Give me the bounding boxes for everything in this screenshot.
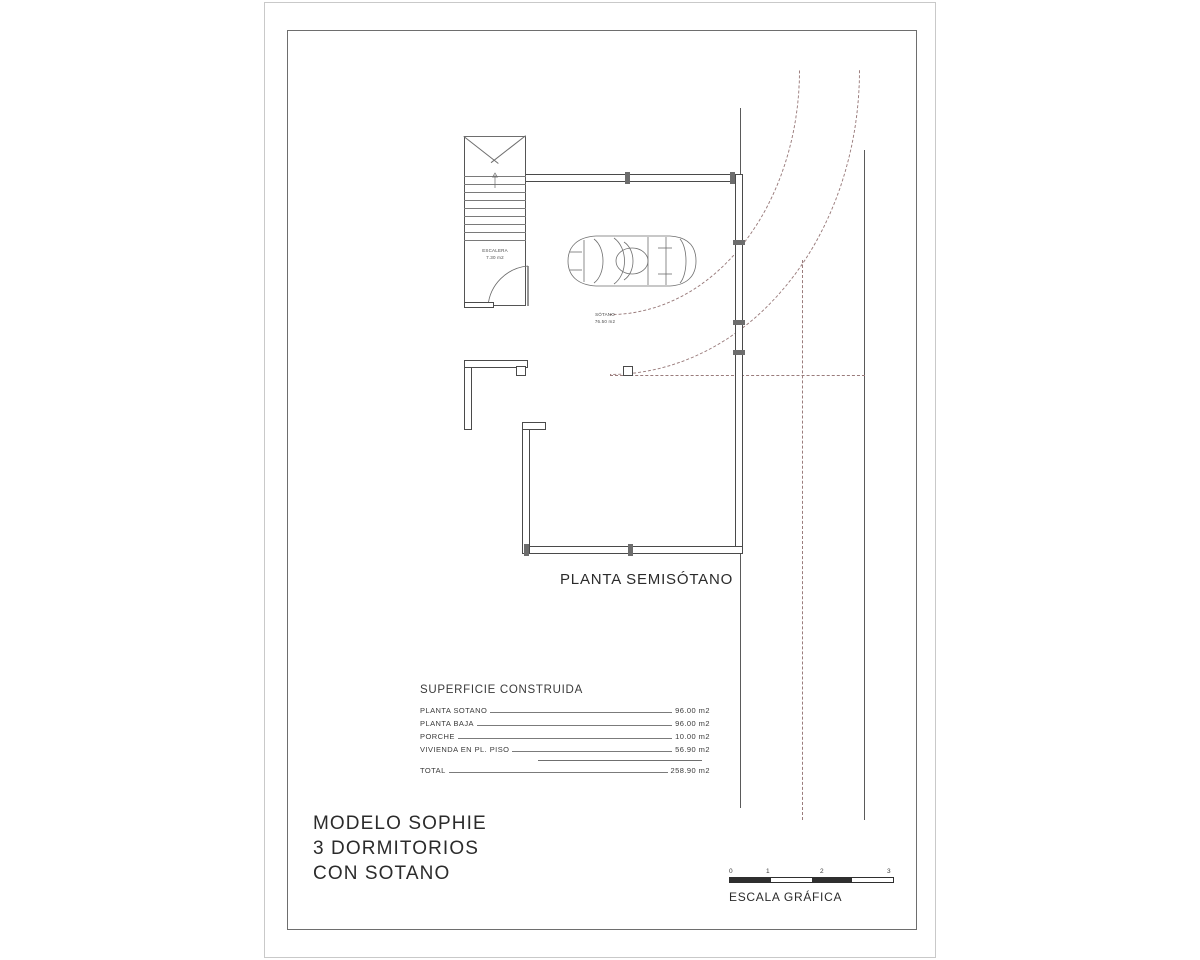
scale-tick: 2 (820, 868, 824, 875)
plan-drawing (440, 120, 860, 580)
surface-schedule-title: SUPERFICIE CONSTRUIDA (420, 684, 583, 696)
scale-segment (812, 878, 853, 882)
plot-line-right (864, 150, 865, 820)
scale-segment (852, 878, 893, 882)
total-divider (538, 760, 702, 761)
escalera-label-line1: ESCALERA (482, 248, 508, 253)
garage-label-line1: SÓTANO (595, 312, 615, 317)
surface-row-label: PLANTA SOTANO (420, 706, 488, 715)
garage-label (575, 312, 635, 326)
leader-line (490, 711, 672, 713)
surface-schedule (420, 684, 710, 779)
model-bedrooms: 3 DORMITORIOS (313, 838, 479, 860)
wall-stair-bottom (464, 302, 494, 308)
graphic-scale-caption: ESCALA GRÁFICA (729, 890, 843, 904)
surface-row (420, 706, 710, 715)
stair-direction-arrow-icon (486, 172, 504, 190)
surface-row-label: PORCHE (420, 732, 455, 741)
wall-jamb-right-3 (733, 350, 745, 355)
graphic-scale-ticks (729, 868, 894, 877)
surface-row-label: PLANTA BAJA (420, 719, 474, 728)
leader-line (512, 750, 672, 752)
leader-line (449, 771, 668, 773)
wall-right (735, 174, 743, 554)
wall-left-lower (522, 422, 530, 554)
wall-jamb-bottom-1 (524, 544, 529, 556)
leader-line (458, 737, 672, 739)
door-swing-icon (486, 260, 530, 308)
stair-tread (464, 232, 526, 233)
wall-jamb-top-2 (730, 172, 735, 184)
pillar (516, 366, 526, 376)
leader-line (477, 724, 672, 726)
wall-left-middle (464, 360, 472, 430)
surface-row-value: 56.90 m2 (675, 745, 710, 754)
graphic-scale-bar (729, 877, 894, 883)
plot-line-dashed-mid (802, 260, 803, 820)
stair-landing-top (464, 136, 526, 137)
garage-label-line2: 76.50 m2 (594, 318, 616, 324)
surface-row (420, 719, 710, 728)
scale-tick: 3 (887, 868, 891, 875)
stair-tread (464, 240, 526, 241)
surface-row (420, 732, 710, 741)
stair-tread (464, 200, 526, 201)
surface-total-label: TOTAL (420, 766, 446, 775)
surface-row-value: 96.00 m2 (675, 706, 710, 715)
model-info-block (313, 811, 487, 886)
model-basement: CON SOTANO (313, 863, 451, 885)
scale-tick: 1 (766, 868, 770, 875)
stair-tread (464, 208, 526, 209)
wall-step-horizontal (522, 422, 546, 430)
escalera-label-line2: 7.30 m2 (486, 254, 504, 260)
scale-segment (730, 878, 771, 882)
surface-total-value: 258.90 m2 (670, 766, 710, 775)
wall-jamb-right-2 (733, 320, 745, 325)
model-name: MODELO SOPHIE (313, 813, 487, 834)
wall-jamb-bottom-2 (628, 544, 633, 556)
surface-row-value: 96.00 m2 (675, 719, 710, 728)
car-illustration (562, 230, 702, 292)
plan-title: PLANTA SEMISÓTANO (560, 571, 734, 588)
stair-tread (464, 224, 526, 225)
surface-row-value: 10.00 m2 (675, 732, 710, 741)
graphic-scale (729, 868, 894, 904)
wall-jamb-top-1 (625, 172, 630, 184)
stair-tread (464, 192, 526, 193)
scale-tick: 0 (729, 868, 733, 875)
stair-tread (464, 216, 526, 217)
wall-jamb-right-1 (733, 240, 745, 245)
surface-total-row (420, 766, 710, 775)
surface-row-label: VIVIENDA EN PL. PISO (420, 745, 510, 754)
pillar (623, 366, 633, 376)
scale-segment (771, 878, 812, 882)
surface-row (420, 745, 710, 754)
